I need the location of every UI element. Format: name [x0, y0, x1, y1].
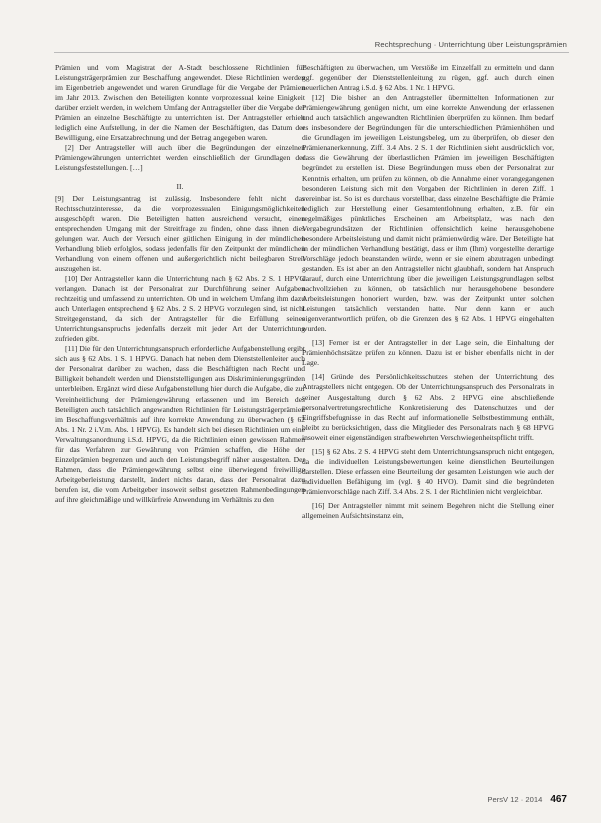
paragraph: [11] Die für den Unterrichtungsanspruch erforderliche Aufgabenstellung ergibt sich aus § 62 Abs. 1 S. 1 HPVG. Danach hat neben dem Dienststellenleiter auch der Personalrat darüber zu wachen, dass die Beschäftigten nach Recht und Billigkeit behandelt werden und Dienststelligungen aus Diskriminierungsgründen unterbleiben. Ergänzt wird diese Aufgabenstellung hier durch die Aufgabe, die zur Vereinheitlichung der Prämiengewährung erlassenen und im Bereich des Beteiligten auch tatsächlich angewandten Richtlinien für Leistungsträgerprämien im Beschaffungsverhältnis auf ihre korrekte Anwendung zu überwachen (§ 62 Abs. 1 Nr. 2 i.V.m. Abs. 1 HPVG). Es handelt sich bei diesen Richtlinien um eine Verwaltungsanordnung i.S.d. HPVG, da die Richtlinien einen gewissen Rahmen für das Verfahren zur Gewährung von Prämien schaffen, die Höhe der Einzelprämien begrenzen und auch den Leistungsbegriff näher ausgestalten. Der Rahmen, dass die Prämiengewährung selbst eine überwiegend freiwillige Arbeitgeberleistung darstellt, ändert nichts daran, dass der Personalrat dazu berufen ist, die vom Arbeitgeber insoweit selbst gesetzten Rahmenbedingungen auf ihre gleichmäßige und willkürfreie Anwendung im Verhältnis zu den [55, 344, 305, 504]
paragraph: [2] Der Antragsteller will auch über die Begründungen der einzelnen Prämiengewährungen unterrichtet werden einschließlich der Grundlagen der Leistungsfeststellungen. […] [55, 143, 305, 173]
running-head: Rechtsprechung · Unterrichtung über Leistungsprämien [374, 40, 567, 49]
paragraph: [9] Der Leistungsantrag ist zulässig. Insbesondere fehlt nicht das Rechtsschutzinteresse, da die vorprozessualen Einigungsmöglichkeiten ausgeschöpft waren. Die Beteiligten hatten ausreichend versucht, einen entsprechenden Umgang mit der Streitfrage zu finden, ohne dass ihnen dies gelungen war. Auch der Versuch einer gütlichen Einigung in der mündlichen Verhandlung blieb erfolglos, sodass jedenfalls für den Zeitpunkt der mündlichen Verhandlung von einem offenen und außergerichtlich nicht beilegbaren Streit auszugehen ist. [55, 193, 305, 273]
paragraph: [16] Der Antragsteller nimmt mit seinem Begehren nicht die Stellung einer allgemeinen Aufsichtsinstanz ein, [302, 500, 554, 521]
issue-label: PersV 12 · 2014 [487, 795, 543, 804]
section-heading: II. [176, 181, 184, 191]
page-number: 467 [550, 794, 567, 805]
header-rule [54, 52, 569, 53]
paragraph: Beschäftigten zu überwachen, um Verstöße im Einzelfall zu ermitteln und dann ggf. gegenüber der Dienststellenleitung zu rügen, ggf. auch durch einen neuerlichen Antrag i.S.d. § 62 Abs. 1 Nr. 1 HPVG. [302, 63, 554, 93]
paragraph: [13] Ferner ist er der Antragsteller in der Lage sein, die Einhaltung der Prämienhöchstsätze prüfen zu können. Dazu ist er bisher ebenfalls nicht in der Lage. [302, 338, 554, 368]
paragraph: [14] Gründe des Persönlichkeitsschutzes stehen der Unterrichtung des Antragstellers nicht entgegen. Ob der Unterrichtungsanspruch des Personalrats in seiner Ausgestaltung durch § 62 Abs. 2 HPVG eine abschließende personalvertretungsrechtliche Konkretisierung des Datenschutzes und der Eingriffsbefugnisse in das Recht auf informationelle Selbstbestimmung enthält, bleibt zu berücksichtigen, dass die Mitglieder des Personalrats nach § 68 HPVG insoweit einer eigenständigen strafbewehrten Verschwiegenheitspflicht trifft. [302, 372, 554, 442]
right-column [302, 63, 554, 521]
paragraph: [10] Der Antragsteller kann die Unterrichtung nach § 62 Abs. 2 S. 1 HPVG verlangen. Danach ist der Personalrat zur Durchführung seiner Aufgaben rechtzeitig und umfassend zu unterrichten. Ob und in welchem Umfang ihm dazu auch Unterlagen entsprechend § 62 Abs. 2 S. 2 HPVG vorzulegen sind, ist nicht Streitgegenstand, da sich der Antragsteller für die Erfüllung seines Unterrichtungsanspruchs jedenfalls derzeit mit jeder Art der Unterrichtung zufrieden gibt. [55, 273, 305, 344]
paragraph: Prämien und vom Magistrat der A-Stadt beschlossene Richtlinien für Leistungsträgerprämien zur Beschaffung angewendet. Diese Richtlinien werden im Eigenbetrieb angewendet und waren Grundlage für die Vergabe der Prämien im Jahr 2013. Zwischen den Beteiligten konnte vorprozessual keine Einigkeit darüber erzielt werden, in welchem Umfang der Antragsteller über die Vergabe der Prämien an einzelne Beschäftigte zu unterrichten ist. Der Antragsteller erhielt lediglich eine Aufstellung, in der die Namen der Beschäftigten, das Datum der Bewilligung, eine Ersatzabrechnung und der Betrag angegeben waren. [55, 63, 305, 143]
paragraph: [15] § 62 Abs. 2 S. 4 HPVG steht dem Unterrichtungsanspruch nicht entgegen, da die individuellen Leistungsbewertungen keine dienstlichen Beurteilungen darstellen. Diese erfassen eine Beurteilung der gesamten Leistungen wie auch der individuellen Befähigung im (vgl. § 40 HVO). Damit sind die begründeten Prämienvorschläge nach Ziff. 3.4 Abs. 2 S. 1 der Richtlinien nicht vergleichbar. [302, 446, 554, 496]
paragraph: [12] Die bisher an den Antragsteller übermittelten Informationen zur Prämiengewährung genügen nicht, um eine korrekte Anwendung der erlassenen und auch tatsächlich angewandten Richtlinien überprüfen zu können. Ihm bedarf es insbesondere der Begründungen für die unterschiedlichen Prämienhöhen und die Grundlagen im jeweiligen Leistungsbeleg, um zu überprüfen, ob dieser den Prämienanerkennung, Ziff. 3.4 Abs. 2 S. 1 der Richtlinien sieht ausdrücklich vor, dass die Gewährung der überlastlichen Prämien im jeweiligen Beschäftigten begründet zu erstellen ist. Diese Begründungen muss eben der Personalrat zur Kenntnis erhalten, um prüfen zu können, ob die Annahme einer vorangegangenen besonderen Leistung sich mit den Vorgaben der Richtlinien in deren Ziff. 1 vereinbar ist. So ist es durchaus vorstellbar, dass einzelne Beschäftigte die Prämie lediglich zur Herstellung einer Gesamtentlohnung erhalten, z.B. für ein regelmäßiges pünktliches Erscheinen am Arbeitsplatz, was nach den Vergabegrundsätzen der Richtlinien offensichtlich keine herausgehobene besondere Arbeitsleistung und damit nicht prämienwürdig wäre. Der Beteiligte hat in der mündlichen Verhandlung bestätigt, dass er ihm (Ihm) vorgestellte derartige Vorschläge jedoch beanstanden würde, wenn er sie einem abzutragen unbedingt gestanden. Es ist aber an den Antragsteller nicht glaubhaft, sondern hat Anspruch darauf, durch eine Unterrichtung über die jeweiligen Leistungsgrundlagen selbst nachvollziehen zu können, ob tatsächlich nur herausgehobene besondere Arbeitsleistungen honoriert wurden, bzw. was der Zeitpunkt unter solchen Leistungen tatsächlich verstanden hatte. Nur denn kann er auch eigenverantwortlich prüfen, ob die Grenzen des § 62 Abs. 1 HPVG eingehalten wurden. [302, 93, 554, 334]
left-column [55, 63, 305, 505]
page-footer [487, 794, 567, 805]
